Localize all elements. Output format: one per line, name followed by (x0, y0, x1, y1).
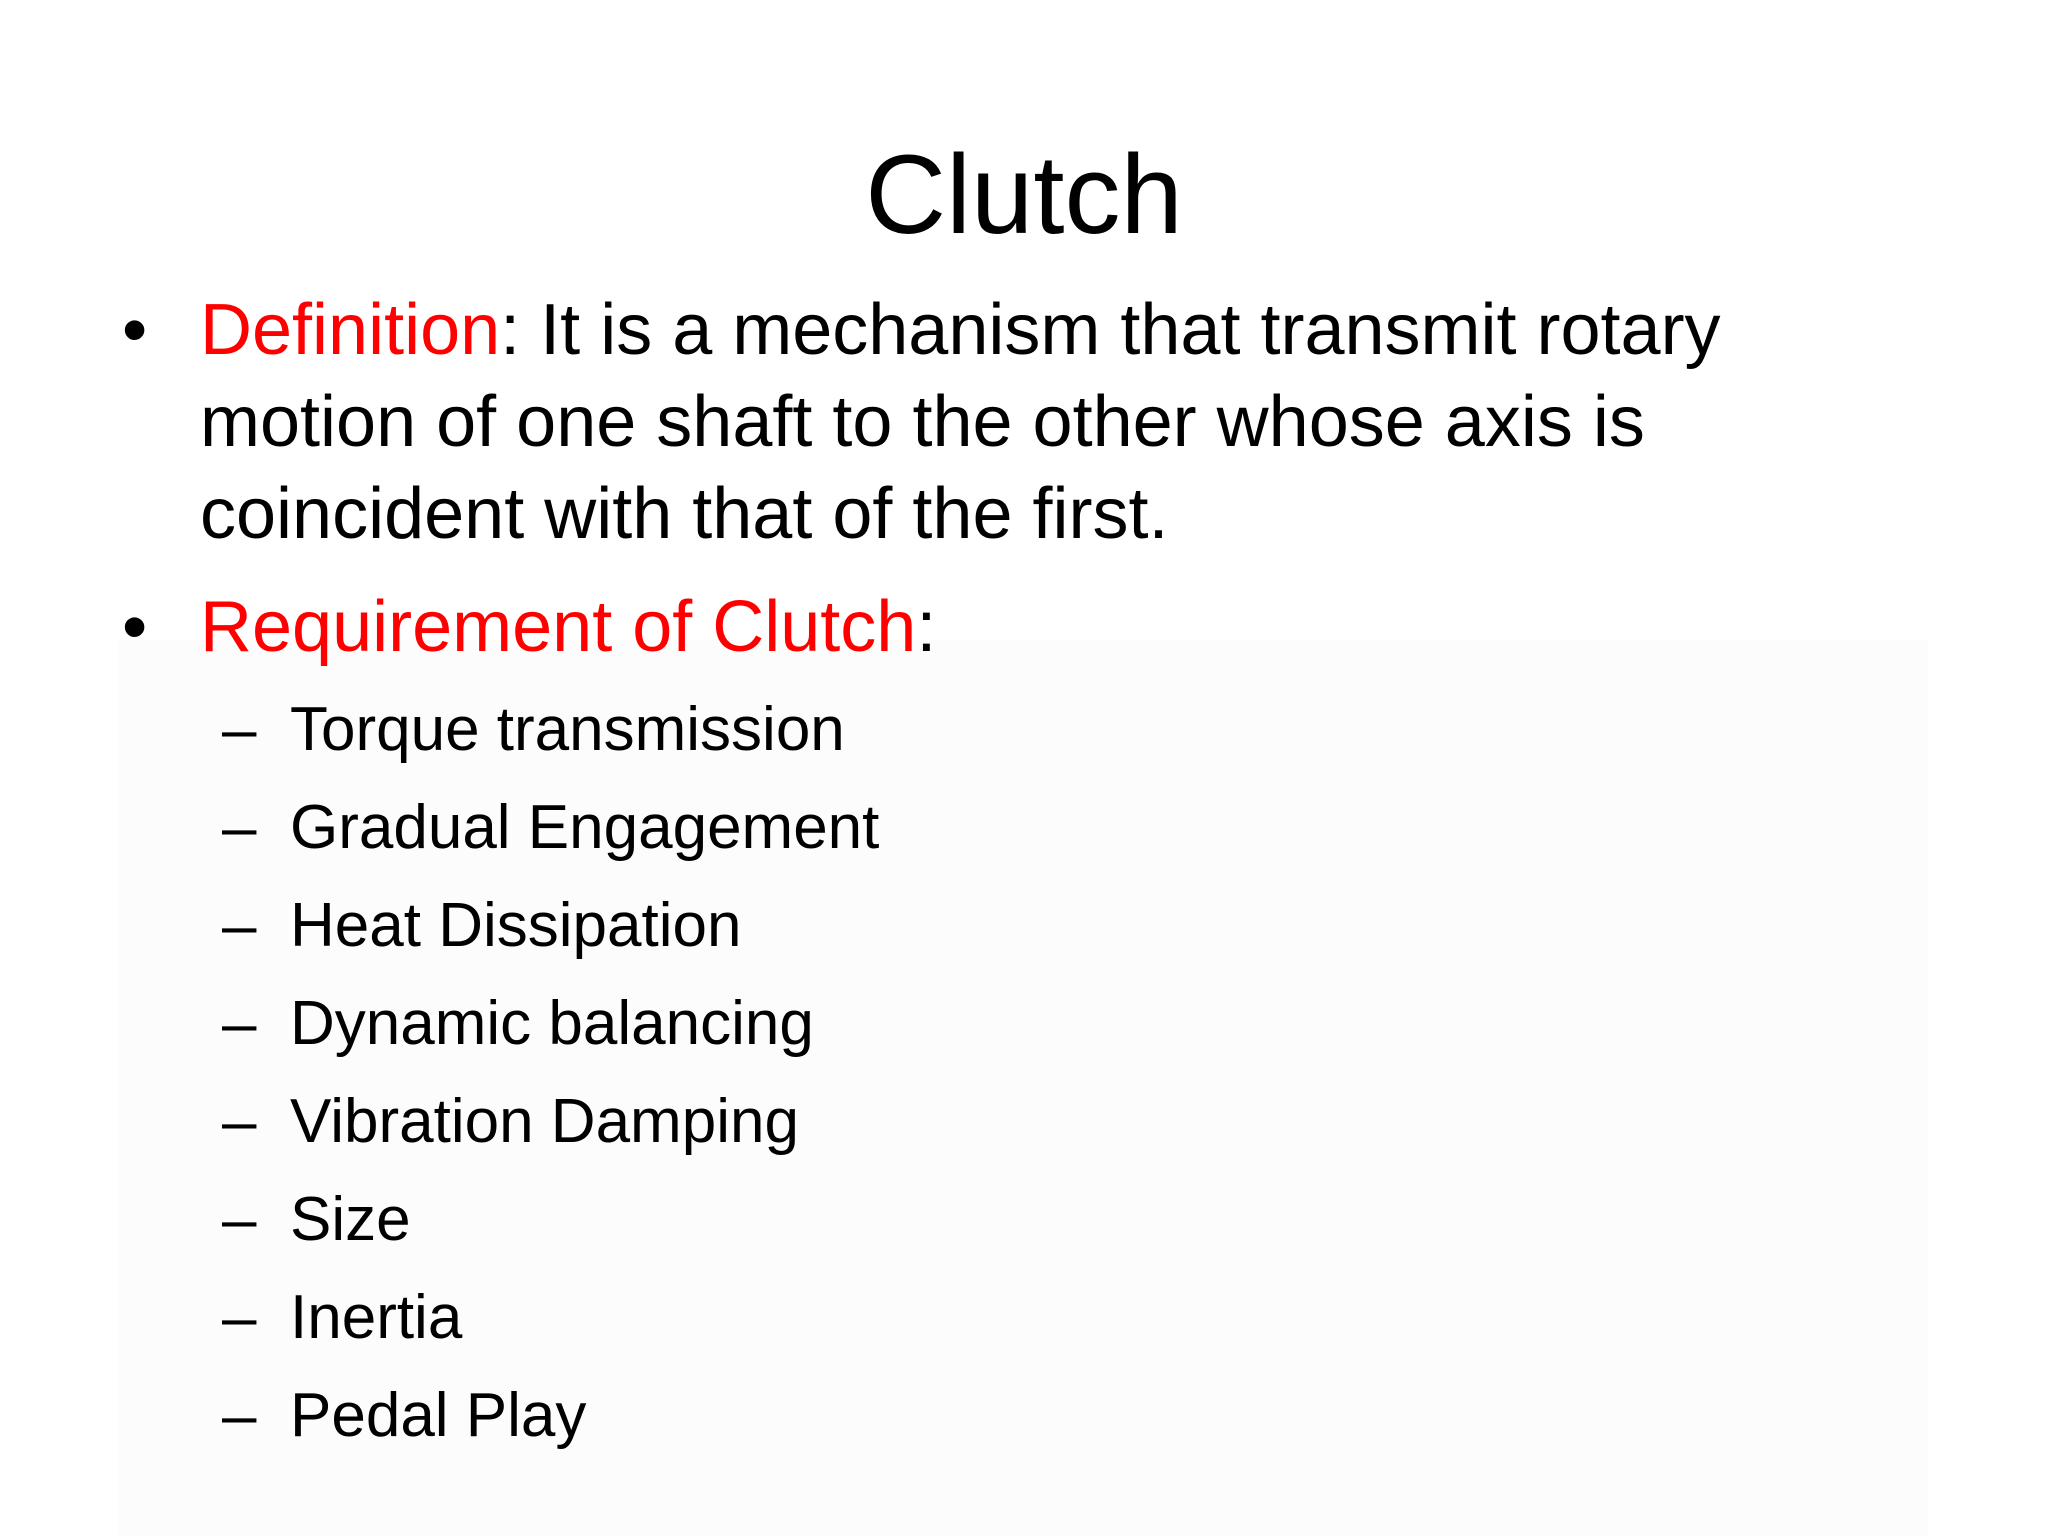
requirement-item (222, 1376, 1790, 1456)
requirement-text: Gradual Engagement (290, 793, 880, 862)
bullet-dot-icon: • (122, 587, 148, 667)
requirement-text: Heat Dissipation (290, 891, 742, 960)
requirement-text: Size (290, 1185, 411, 1254)
requirement-item (222, 1278, 1790, 1358)
bullet-definition-label: Definition (200, 290, 501, 370)
requirement-item (222, 690, 1790, 770)
requirement-text: Vibration Damping (290, 1087, 799, 1156)
bullet-requirement-label: Requirement of Clutch (200, 587, 917, 667)
bullet-requirement-text: : (916, 587, 937, 667)
slide-title: Clutch (865, 132, 1183, 257)
requirement-item (222, 1180, 1790, 1260)
requirement-text: Dynamic balancing (290, 989, 814, 1058)
requirement-text: Inertia (290, 1283, 463, 1352)
requirement-item (222, 984, 1790, 1064)
dash-icon: – (222, 891, 257, 960)
bullet-requirement (122, 581, 1920, 673)
bullet-definition-text: : It is a mechanism that transmit rotary motion of one shaft to the other whose axis is coincident with that of the first. (200, 290, 1721, 554)
dash-icon: – (222, 1381, 257, 1450)
requirement-text: Pedal Play (290, 1381, 587, 1450)
dash-icon: – (222, 1283, 257, 1352)
requirement-item (222, 788, 1790, 868)
dash-icon: – (222, 1087, 257, 1156)
dash-icon: – (222, 1185, 257, 1254)
dash-icon: – (222, 695, 257, 764)
dash-icon: – (222, 793, 257, 862)
bullet-definition (122, 284, 1920, 560)
requirement-item (222, 1082, 1790, 1162)
requirement-item (222, 886, 1790, 966)
bullet-dot-icon: • (122, 290, 148, 370)
requirement-text: Torque transmission (290, 695, 845, 764)
dash-icon: – (222, 989, 257, 1058)
